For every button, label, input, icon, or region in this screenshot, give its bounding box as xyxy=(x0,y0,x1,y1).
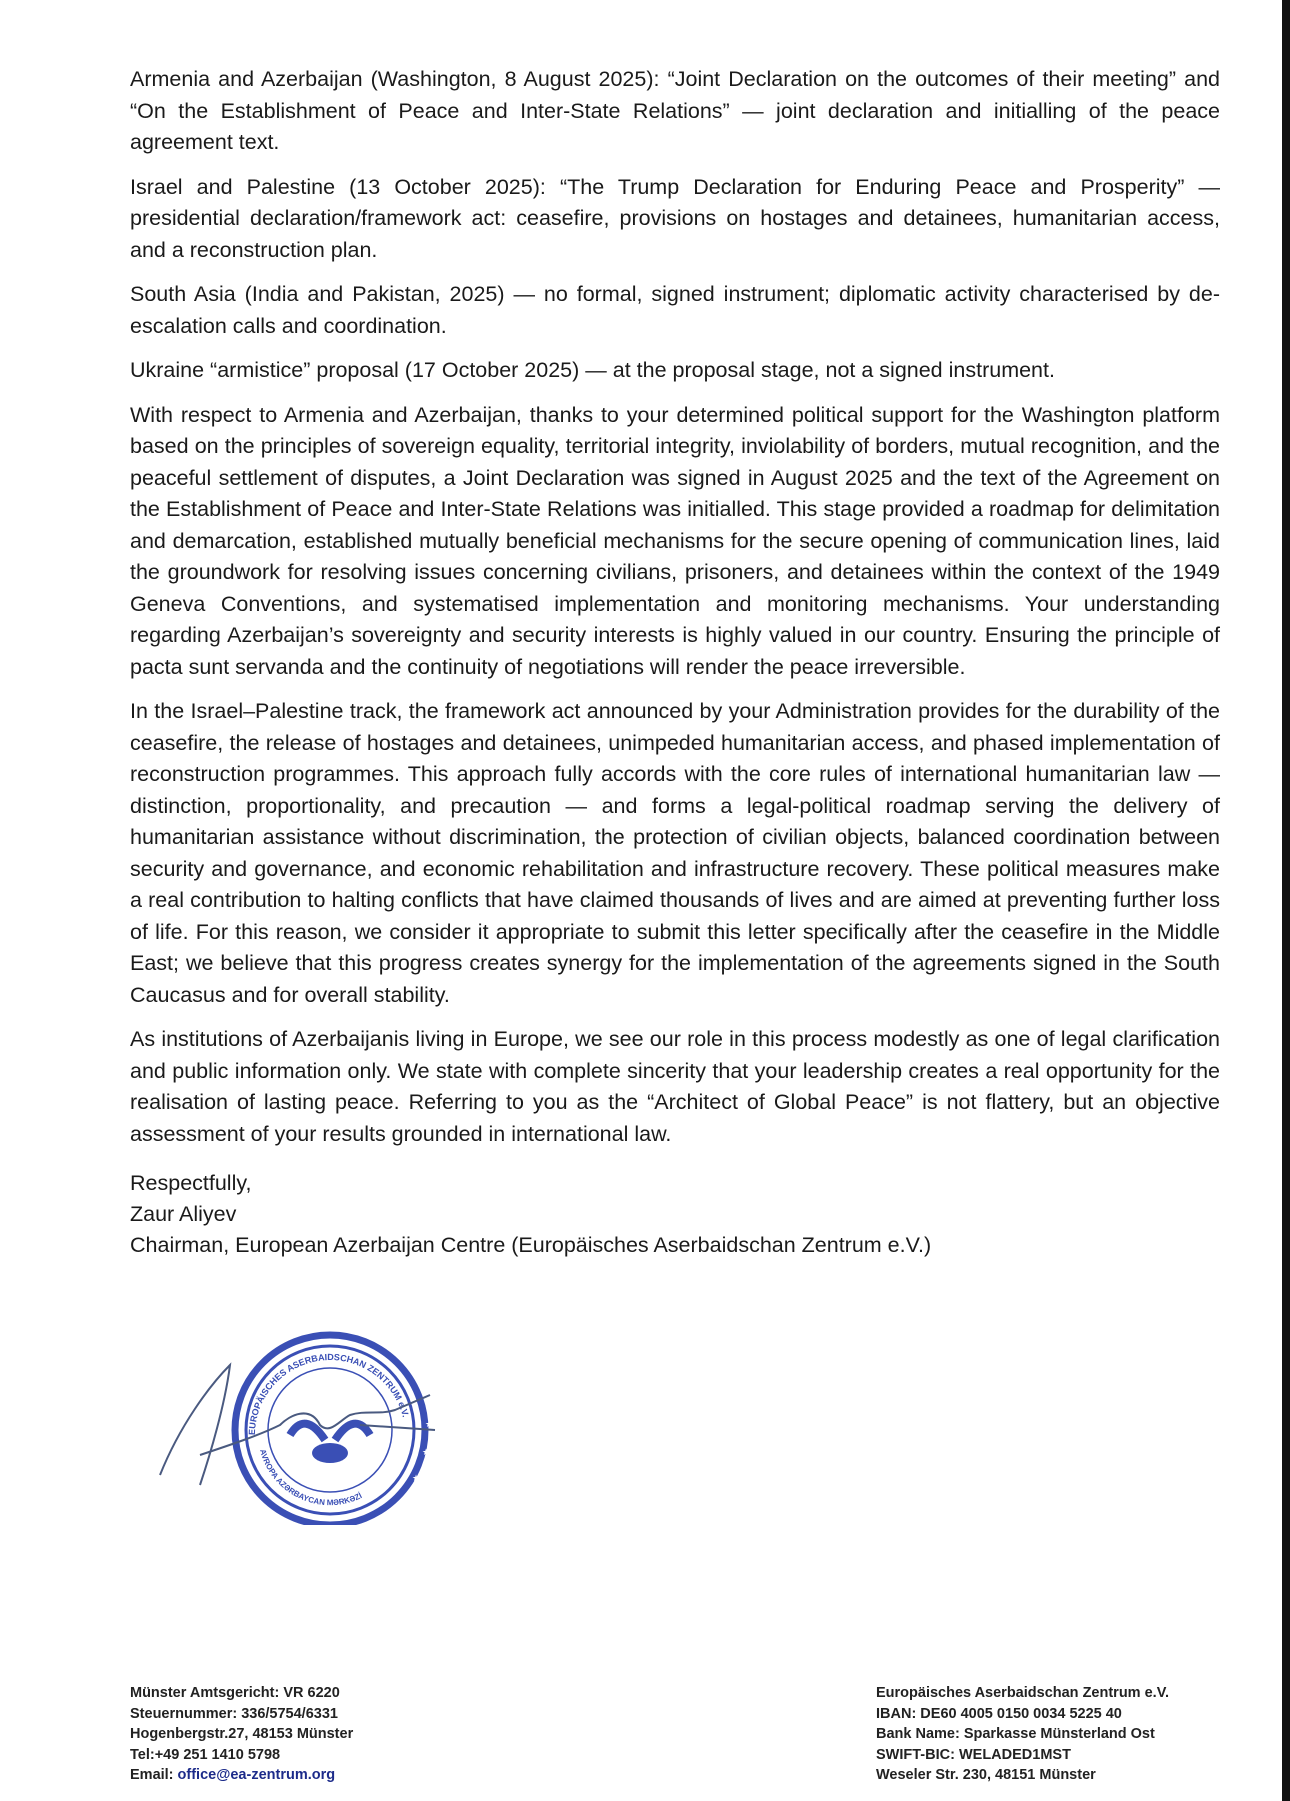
footer-address: Hogenbergstr.27, 48153 Münster xyxy=(130,1726,354,1742)
footer-iban: IBAN: DE60 4005 0150 0034 5225 40 xyxy=(876,1705,1122,1722)
footer-tax-number: Steuernummer: 336/5754/6331 xyxy=(130,1705,338,1722)
paragraph-south-asia: South Asia (India and Pakistan, 2025) — no formal, signed instrument; diplomatic activity characterised by de-escalation calls and coordination. xyxy=(130,282,1220,338)
page-edge xyxy=(1282,0,1290,1801)
footer-phone: Tel:+49 251 1410 5798 xyxy=(130,1746,281,1763)
paragraph-conclusion: As institutions of Azerbaijanis living in Europe, we see our role in this process modestly as one of legal clarification and public information only. We state with complete sincerity that your leadership creates a real opportunity for the realisation of lasting peace. Referring to you as the “Architect of Global Peace” is not flattery, but an objective assessment of your results grounded in international law. xyxy=(130,1027,1220,1146)
paragraph-armenia-azerbaijan: Armenia and Azerbaijan (Washington, 8 August 2025): “Joint Declaration on the outcomes of their meeting” and “On the Establishment of Peace and Inter-State Relations” — joint declaration and initialling of the peace agreement text. xyxy=(130,67,1220,154)
svg-text:★: ★ xyxy=(425,1419,434,1429)
letter-body xyxy=(130,64,1220,1261)
footer-bank-name: Bank Name: Sparkasse Münsterland Ost xyxy=(876,1726,1155,1742)
svg-text:★: ★ xyxy=(395,1347,404,1357)
footer-registration xyxy=(130,1683,353,1786)
footer-court: Münster Amtsgericht: VR 6220 xyxy=(130,1685,340,1701)
svg-text:★: ★ xyxy=(412,1367,421,1377)
footer-email-row xyxy=(130,1765,353,1786)
footer-bank xyxy=(876,1683,1169,1786)
signoff xyxy=(130,1168,1220,1261)
paragraph-israel-detail: In the Israel–Palestine track, the framework act announced by your Administration provides for the durability of the ceasefire, the release of hostages and detainees, unimpeded humanitarian access, and phased implementation of reconstruction programmes. This approach fully accords with the core rules of international humanitarian law — distinction, proportionality, and precaution — and forms a legal-political roadmap serving the delivery of humanitarian assistance without discrimination, the protection of civilian objects, balanced coordination between security and governance, and economic rehabilitation and infrastructure recovery. These political measures make a real contribution to halting conflicts that have claimed thousands of lives and are aimed at preventing further loss of life. For this reason, we consider it appropriate to submit this letter specifically after the ceasefire in the Middle East; we believe that this progress creates synergy for the implementation of the agreements signed in the South Caucasus and for overall stability. xyxy=(130,699,1220,1007)
signature-and-stamp xyxy=(140,1325,470,1525)
svg-text:★: ★ xyxy=(412,1473,421,1483)
closing: Respectfully, xyxy=(130,1171,252,1195)
footer-bank-address: Weseler Str. 230, 48151 Münster xyxy=(876,1767,1096,1783)
footer-org: Europäisches Aserbaidschan Zentrum e.V. xyxy=(876,1685,1170,1701)
svg-text:AVROPA AZƏRBAYCAN MƏRKƏZİ: AVROPA AZƏRBAYCAN MƏRKƏZİ xyxy=(258,1448,364,1508)
footer-email-link[interactable]: office@ea-zentrum.org xyxy=(177,1767,336,1783)
paragraph-ukraine: Ukraine “armistice” proposal (17 October 2025) — at the proposal stage, not a signed instrument. xyxy=(130,358,1055,382)
svg-text:★: ★ xyxy=(422,1447,431,1457)
paragraph-israel-palestine: Israel and Palestine (13 October 2025): “The Trump Declaration for Enduring Peace and Prosperity” — presidential declaration/framework act: ceasefire, provisions on hostages and detainees, humanitarian access, and a reconstruction plan. xyxy=(130,174,1220,262)
signer-name: Zaur Aliyev xyxy=(130,1202,237,1226)
footer-email-label: Email: xyxy=(130,1767,178,1783)
svg-text:EUROPÄISCHES ASERBAIDSCHAN ZEN: EUROPÄISCHES ASERBAIDSCHAN ZENTRUM e.V. xyxy=(246,1352,411,1436)
stamp-icon xyxy=(140,1325,470,1525)
svg-text:★: ★ xyxy=(422,1392,431,1402)
signer-title: Chairman, European Azerbaijan Centre (Europäisches Aserbaidschan Zentrum e.V.) xyxy=(130,1233,932,1257)
footer-swift: SWIFT-BIC: WELADED1MST xyxy=(876,1746,1071,1763)
paragraph-armenia-detail: With respect to Armenia and Azerbaijan, thanks to your determined political support for the Washington platform based on the principles of sovereign equality, territorial integrity, inviolability of borders, mutual recognition, and the peaceful settlement of disputes, a Joint Declaration was signed in August 2025 and the text of the Agreement on the Establishment of Peace and Inter-State Relations was initialled. This stage provided a roadmap for delimitation and demarcation, established mutually beneficial mechanisms for the secure opening of communication lines, laid the groundwork for resolving issues concerning civilians, prisoners, and detainees within the context of the 1949 Geneva Conventions, and systematised implementation and monitoring mechanisms. Your understanding regarding Azerbaijan’s sovereignty and security interests is highly valued in our country. Ensuring the principle of pacta sunt servanda and the continuity of negotiations will render the peace irreversible. xyxy=(130,402,1220,679)
